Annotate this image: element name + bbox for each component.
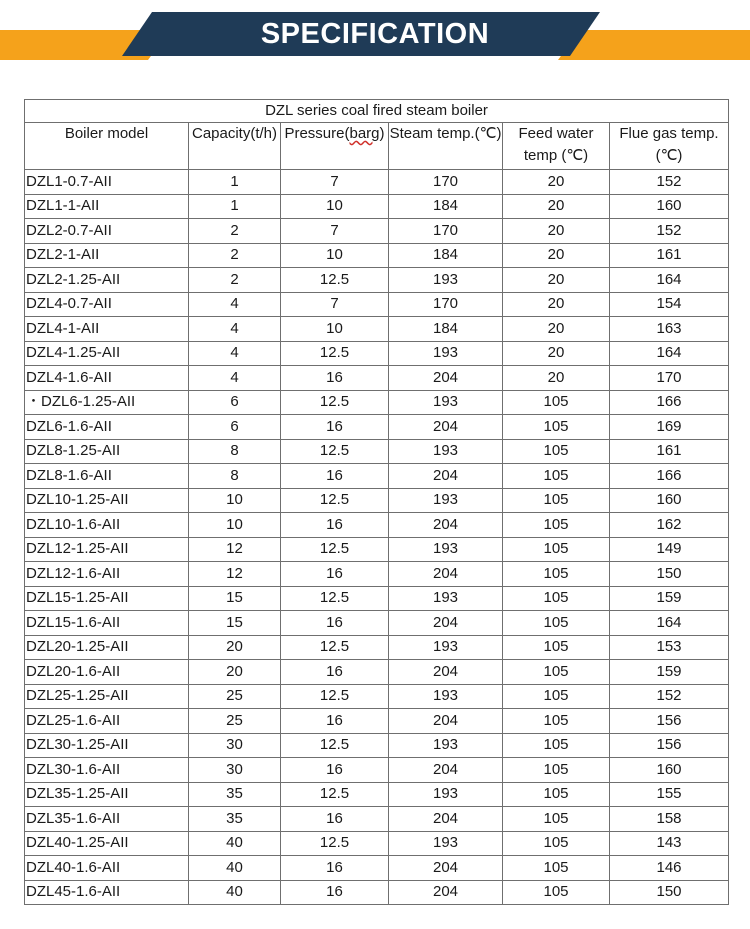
table-row: [25, 807, 729, 832]
cell-boiler-model: DZL40-1.25-AII: [25, 831, 189, 856]
cell-flue-gas-temp: 166: [610, 390, 729, 415]
cell-boiler-model: DZL30-1.25-AII: [25, 733, 189, 758]
cell-pressure: 12.5: [281, 684, 389, 709]
cell-steam-temp: 204: [389, 562, 503, 587]
cell-flue-gas-temp: 146: [610, 856, 729, 881]
table-row: [25, 219, 729, 244]
cell-feed-water-temp: 105: [503, 439, 610, 464]
cell-steam-temp: 193: [389, 439, 503, 464]
cell-capacity: 30: [189, 758, 281, 783]
cell-feed-water-temp: 105: [503, 562, 610, 587]
cell-boiler-model: DZL4-1.6-AII: [25, 366, 189, 391]
cell-flue-gas-temp: 160: [610, 488, 729, 513]
cell-flue-gas-temp: 156: [610, 733, 729, 758]
cell-flue-gas-temp: 154: [610, 292, 729, 317]
cell-boiler-model: DZL20-1.25-AII: [25, 635, 189, 660]
table-row: [25, 635, 729, 660]
cell-boiler-model: DZL15-1.25-AII: [25, 586, 189, 611]
cell-feed-water-temp: 105: [503, 488, 610, 513]
cell-pressure: 12.5: [281, 268, 389, 293]
cell-flue-gas-temp: 166: [610, 464, 729, 489]
cell-feed-water-temp: 105: [503, 733, 610, 758]
cell-flue-gas-temp: 169: [610, 415, 729, 440]
cell-capacity: 40: [189, 880, 281, 905]
table-row: [25, 880, 729, 905]
cell-flue-gas-temp: 158: [610, 807, 729, 832]
table-row: [25, 488, 729, 513]
cell-steam-temp: 193: [389, 782, 503, 807]
header-pressure-suffix: ): [379, 125, 385, 142]
cell-feed-water-temp: 105: [503, 415, 610, 440]
table-row: [25, 537, 729, 562]
cell-feed-water-temp: 105: [503, 880, 610, 905]
table-row: [25, 366, 729, 391]
cell-feed-water-temp: 105: [503, 807, 610, 832]
cell-pressure: 16: [281, 415, 389, 440]
cell-capacity: 12: [189, 537, 281, 562]
cell-pressure: 16: [281, 758, 389, 783]
cell-capacity: 6: [189, 415, 281, 440]
cell-steam-temp: 193: [389, 635, 503, 660]
header-feed-water-temp: Feed water temp (℃): [503, 123, 610, 170]
cell-flue-gas-temp: 152: [610, 684, 729, 709]
cell-boiler-model: DZL4-1-AII: [25, 317, 189, 342]
cell-boiler-model: DZL10-1.6-AII: [25, 513, 189, 538]
cell-boiler-model: DZL2-1-AII: [25, 243, 189, 268]
cell-flue-gas-temp: 159: [610, 660, 729, 685]
cell-pressure: 12.5: [281, 439, 389, 464]
cell-capacity: 4: [189, 292, 281, 317]
cell-flue-gas-temp: 161: [610, 439, 729, 464]
table-caption-row: [25, 100, 729, 123]
cell-capacity: 4: [189, 366, 281, 391]
table-row: [25, 268, 729, 293]
cell-capacity: 15: [189, 586, 281, 611]
cell-boiler-model: DZL8-1.25-AII: [25, 439, 189, 464]
table-row: [25, 684, 729, 709]
cell-flue-gas-temp: 150: [610, 562, 729, 587]
cell-pressure: 16: [281, 366, 389, 391]
cell-feed-water-temp: 105: [503, 831, 610, 856]
cell-feed-water-temp: 105: [503, 537, 610, 562]
cell-steam-temp: 184: [389, 194, 503, 219]
cell-steam-temp: 204: [389, 366, 503, 391]
cell-flue-gas-temp: 162: [610, 513, 729, 538]
cell-pressure: 12.5: [281, 782, 389, 807]
cell-capacity: 4: [189, 317, 281, 342]
cell-boiler-model: DZL12-1.6-AII: [25, 562, 189, 587]
cell-flue-gas-temp: 149: [610, 537, 729, 562]
cell-capacity: 25: [189, 709, 281, 734]
cell-steam-temp: 193: [389, 733, 503, 758]
cell-feed-water-temp: 105: [503, 856, 610, 881]
cell-steam-temp: 204: [389, 807, 503, 832]
table-row: [25, 194, 729, 219]
cell-capacity: 15: [189, 611, 281, 636]
cell-steam-temp: 193: [389, 341, 503, 366]
cell-feed-water-temp: 105: [503, 390, 610, 415]
header-capacity: Capacity(t/h): [189, 123, 281, 170]
cell-capacity: 30: [189, 733, 281, 758]
cell-boiler-model: DZL20-1.6-AII: [25, 660, 189, 685]
table-row: [25, 513, 729, 538]
cell-pressure: 16: [281, 464, 389, 489]
table-caption: DZL series coal fired steam boiler: [25, 100, 729, 123]
cell-boiler-model: DZL4-0.7-AII: [25, 292, 189, 317]
cell-boiler-model: DZL2-0.7-AII: [25, 219, 189, 244]
cell-steam-temp: 204: [389, 464, 503, 489]
cell-capacity: 2: [189, 219, 281, 244]
cell-feed-water-temp: 105: [503, 464, 610, 489]
cell-feed-water-temp: 105: [503, 758, 610, 783]
table-row: [25, 170, 729, 195]
cell-capacity: 8: [189, 439, 281, 464]
cell-flue-gas-temp: 164: [610, 611, 729, 636]
header-pressure-prefix: Pressure(: [284, 125, 350, 142]
cell-boiler-model: DZL1-1-AII: [25, 194, 189, 219]
cell-pressure: 12.5: [281, 586, 389, 611]
cell-boiler-model: DZL35-1.25-AII: [25, 782, 189, 807]
cell-boiler-model: DZL6-1.6-AII: [25, 415, 189, 440]
table-row: [25, 586, 729, 611]
cell-feed-water-temp: 105: [503, 684, 610, 709]
cell-boiler-model: DZL15-1.6-AII: [25, 611, 189, 636]
cell-flue-gas-temp: 160: [610, 758, 729, 783]
cell-pressure: 16: [281, 856, 389, 881]
cell-pressure: 12.5: [281, 831, 389, 856]
cell-flue-gas-temp: 143: [610, 831, 729, 856]
cell-pressure: 16: [281, 513, 389, 538]
table-row: [25, 562, 729, 587]
cell-flue-gas-temp: 159: [610, 586, 729, 611]
cell-capacity: 25: [189, 684, 281, 709]
cell-capacity: 20: [189, 635, 281, 660]
header-flue-gas-temp: Flue gas temp.(℃): [610, 123, 729, 170]
cell-pressure: 7: [281, 170, 389, 195]
table-body: [25, 170, 729, 905]
cell-capacity: 1: [189, 194, 281, 219]
cell-flue-gas-temp: 153: [610, 635, 729, 660]
cell-pressure: 16: [281, 562, 389, 587]
cell-capacity: 2: [189, 243, 281, 268]
table-row: [25, 390, 729, 415]
cell-pressure: 16: [281, 611, 389, 636]
cell-boiler-model: DZL30-1.6-AII: [25, 758, 189, 783]
cell-pressure: 12.5: [281, 488, 389, 513]
cell-steam-temp: 204: [389, 709, 503, 734]
cell-steam-temp: 204: [389, 660, 503, 685]
cell-pressure: 10: [281, 317, 389, 342]
cell-steam-temp: 184: [389, 243, 503, 268]
cell-feed-water-temp: 20: [503, 194, 610, 219]
cell-steam-temp: 170: [389, 170, 503, 195]
cell-steam-temp: 204: [389, 856, 503, 881]
table-row: [25, 709, 729, 734]
cell-capacity: 40: [189, 856, 281, 881]
cell-boiler-model: DZL40-1.6-AII: [25, 856, 189, 881]
cell-boiler-model: DZL10-1.25-AII: [25, 488, 189, 513]
table-row: [25, 611, 729, 636]
cell-feed-water-temp: 20: [503, 317, 610, 342]
cell-capacity: 4: [189, 341, 281, 366]
cell-steam-temp: 193: [389, 537, 503, 562]
cell-capacity: 8: [189, 464, 281, 489]
cell-flue-gas-temp: 163: [610, 317, 729, 342]
cell-feed-water-temp: 20: [503, 243, 610, 268]
cell-boiler-model: DZL8-1.6-AII: [25, 464, 189, 489]
cell-feed-water-temp: 105: [503, 709, 610, 734]
cell-steam-temp: 204: [389, 415, 503, 440]
table-row: [25, 856, 729, 881]
cell-boiler-model: DZL25-1.25-AII: [25, 684, 189, 709]
table-row: [25, 660, 729, 685]
cell-pressure: 16: [281, 660, 389, 685]
table-row: [25, 317, 729, 342]
cell-steam-temp: 204: [389, 513, 503, 538]
cell-flue-gas-temp: 164: [610, 341, 729, 366]
cell-boiler-model: DZL45-1.6-AII: [25, 880, 189, 905]
cell-feed-water-temp: 105: [503, 782, 610, 807]
cell-pressure: 16: [281, 709, 389, 734]
cell-boiler-model: DZL4-1.25-AII: [25, 341, 189, 366]
cell-flue-gas-temp: 160: [610, 194, 729, 219]
cell-capacity: 12: [189, 562, 281, 587]
cell-capacity: 1: [189, 170, 281, 195]
cell-feed-water-temp: 105: [503, 513, 610, 538]
cell-capacity: 40: [189, 831, 281, 856]
cell-steam-temp: 193: [389, 831, 503, 856]
cell-boiler-model: ・DZL6-1.25-AII: [25, 390, 189, 415]
header-steam-temp: Steam temp.(℃): [389, 123, 503, 170]
cell-capacity: 10: [189, 488, 281, 513]
table-row: [25, 439, 729, 464]
cell-flue-gas-temp: 161: [610, 243, 729, 268]
table-row: [25, 782, 729, 807]
cell-flue-gas-temp: 156: [610, 709, 729, 734]
cell-pressure: 12.5: [281, 537, 389, 562]
cell-feed-water-temp: 20: [503, 170, 610, 195]
cell-steam-temp: 204: [389, 758, 503, 783]
table-row: [25, 831, 729, 856]
cell-feed-water-temp: 20: [503, 292, 610, 317]
cell-steam-temp: 170: [389, 219, 503, 244]
cell-pressure: 10: [281, 194, 389, 219]
cell-pressure: 12.5: [281, 341, 389, 366]
cell-flue-gas-temp: 152: [610, 170, 729, 195]
cell-pressure: 12.5: [281, 733, 389, 758]
cell-pressure: 12.5: [281, 635, 389, 660]
cell-boiler-model: DZL2-1.25-AII: [25, 268, 189, 293]
cell-capacity: 2: [189, 268, 281, 293]
cell-feed-water-temp: 20: [503, 268, 610, 293]
cell-feed-water-temp: 20: [503, 341, 610, 366]
cell-feed-water-temp: 105: [503, 611, 610, 636]
cell-capacity: 6: [189, 390, 281, 415]
table-row: [25, 243, 729, 268]
cell-steam-temp: 184: [389, 317, 503, 342]
cell-flue-gas-temp: 155: [610, 782, 729, 807]
table-row: [25, 758, 729, 783]
cell-feed-water-temp: 20: [503, 366, 610, 391]
cell-feed-water-temp: 105: [503, 586, 610, 611]
cell-pressure: 16: [281, 880, 389, 905]
header-pressure: [281, 123, 389, 170]
cell-capacity: 10: [189, 513, 281, 538]
cell-steam-temp: 170: [389, 292, 503, 317]
cell-feed-water-temp: 105: [503, 660, 610, 685]
cell-flue-gas-temp: 150: [610, 880, 729, 905]
cell-pressure: 7: [281, 219, 389, 244]
table-row: [25, 341, 729, 366]
header-pressure-unit: barg: [349, 125, 380, 142]
banner-title: SPECIFICATION: [260, 18, 490, 50]
table-row: [25, 292, 729, 317]
header-boiler-model: Boiler model: [25, 123, 189, 170]
spec-table: [24, 99, 729, 905]
cell-capacity: 20: [189, 660, 281, 685]
cell-steam-temp: 204: [389, 880, 503, 905]
cell-capacity: 35: [189, 782, 281, 807]
cell-steam-temp: 193: [389, 684, 503, 709]
table-row: [25, 733, 729, 758]
table-row: [25, 415, 729, 440]
cell-steam-temp: 204: [389, 611, 503, 636]
cell-pressure: 12.5: [281, 390, 389, 415]
cell-boiler-model: DZL35-1.6-AII: [25, 807, 189, 832]
cell-pressure: 10: [281, 243, 389, 268]
specification-banner: [0, 0, 750, 66]
cell-steam-temp: 193: [389, 390, 503, 415]
cell-steam-temp: 193: [389, 268, 503, 293]
cell-steam-temp: 193: [389, 488, 503, 513]
cell-boiler-model: DZL25-1.6-AII: [25, 709, 189, 734]
table-header-row: [25, 123, 729, 170]
cell-flue-gas-temp: 170: [610, 366, 729, 391]
table-row: [25, 464, 729, 489]
cell-boiler-model: DZL1-0.7-AII: [25, 170, 189, 195]
cell-feed-water-temp: 105: [503, 635, 610, 660]
cell-pressure: 7: [281, 292, 389, 317]
cell-flue-gas-temp: 164: [610, 268, 729, 293]
cell-capacity: 35: [189, 807, 281, 832]
cell-feed-water-temp: 20: [503, 219, 610, 244]
cell-boiler-model: DZL12-1.25-AII: [25, 537, 189, 562]
cell-steam-temp: 193: [389, 586, 503, 611]
cell-pressure: 16: [281, 807, 389, 832]
cell-flue-gas-temp: 152: [610, 219, 729, 244]
